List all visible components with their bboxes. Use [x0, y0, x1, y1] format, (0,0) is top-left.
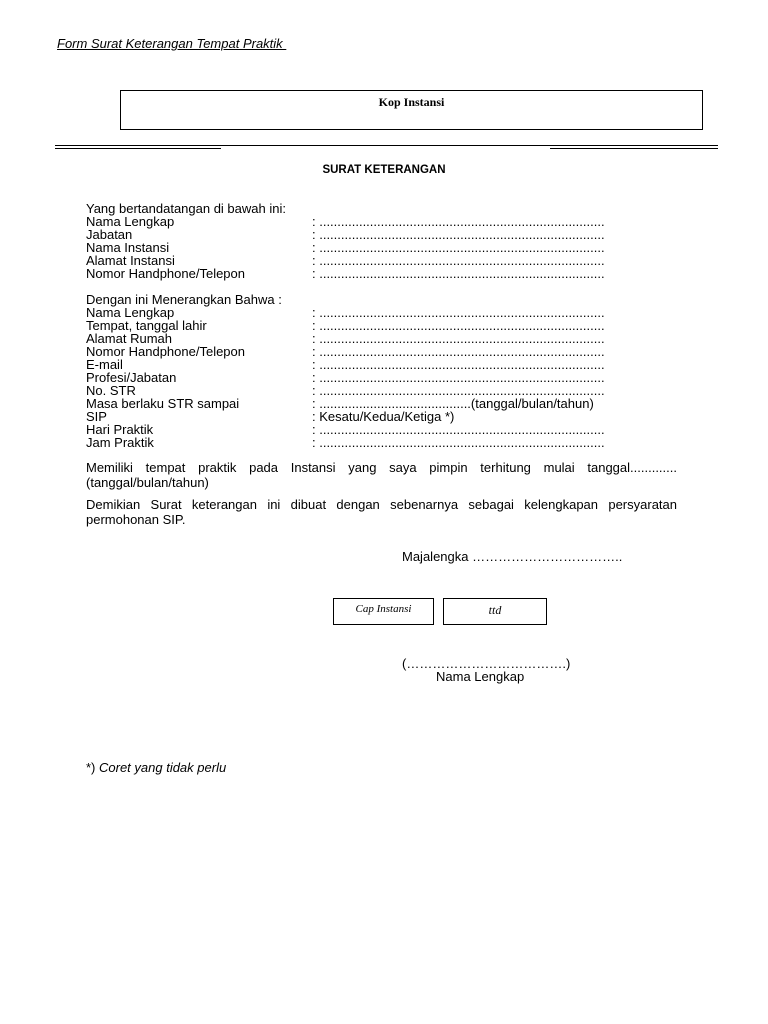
signer-field-label: Jabatan — [86, 227, 133, 242]
signer-field-value: : ............................................................................... — [312, 266, 605, 281]
signature-name-line: (……………………………….) — [402, 656, 571, 671]
subject-intro: Dengan ini Menerangkan Bahwa : — [86, 292, 282, 307]
footnote-text: Coret yang tidak perlu — [99, 760, 227, 775]
subject-field-value: : Kesatu/Kedua/Ketiga *) — [312, 409, 455, 424]
subject-field-value: : ............................................................................... — [312, 305, 605, 320]
form-title: Form Surat Keterangan Tempat Praktik — [57, 36, 287, 51]
subject-field-value: : ............................................................................... — [312, 370, 605, 385]
subject-field-value: : ............................................................................... — [312, 318, 605, 333]
signer-field-label: Nama Instansi — [86, 240, 170, 255]
subject-field-label: E-mail — [86, 357, 123, 372]
subject-field-value: : ............................................................................... — [312, 383, 605, 398]
signer-field-label: Alamat Instansi — [86, 253, 175, 268]
footnote-mark: *) — [86, 760, 99, 775]
subject-field-label: Masa berlaku STR sampai — [86, 396, 240, 411]
signer-field-value: : ............................................................................... — [312, 214, 605, 229]
signature-box — [443, 598, 547, 625]
letterhead-label: Kop Instansi — [378, 95, 445, 109]
subject-field-label: Nama Lengkap — [86, 305, 175, 320]
footnote — [86, 760, 226, 775]
signature-label: ttd — [488, 603, 502, 617]
subject-field-label: Jam Praktik — [86, 435, 154, 450]
subject-field-label: Alamat Rumah — [86, 331, 172, 346]
subject-field-value: : ............................................................................... — [312, 331, 605, 346]
signer-field-label: Nomor Handphone/Telepon — [86, 266, 245, 281]
paragraph-practice: Memiliki tempat praktik pada Instansi yang saya pimpin terhitung mulai tanggal............. (tanggal/bulan/tahun) — [86, 460, 677, 490]
header-divider-top — [55, 145, 718, 146]
subject-field-value: : ............................................................................... — [312, 422, 605, 437]
subject-field-value: : ............................................................................... — [312, 344, 605, 359]
signer-field-value: : ............................................................................... — [312, 253, 605, 268]
subject-field-value: : ............................................................................... — [312, 357, 605, 372]
signer-intro: Yang bertandatangan di bawah ini: — [86, 201, 286, 216]
paragraph-closing: Demikian Surat keterangan ini dibuat dengan sebenarnya sebagai kelengkapan persyaratan permohonan SIP. — [86, 497, 677, 527]
subject-field-value: : ............................................................................... — [312, 435, 605, 450]
place-date: Majalengka …………………………….. — [402, 549, 623, 564]
subject-field-label: Profesi/Jabatan — [86, 370, 177, 385]
subject-field-value: : ..........................................(tanggal/bulan/tahun) — [312, 396, 594, 411]
letterhead-box — [120, 90, 703, 130]
signer-field-value: : ............................................................................... — [312, 240, 605, 255]
subject-field-label: Hari Praktik — [86, 422, 154, 437]
subject-field-label: Nomor Handphone/Telepon — [86, 344, 245, 359]
signer-field-label: Nama Lengkap — [86, 214, 175, 229]
subject-field-label: No. STR — [86, 383, 136, 398]
stamp-box — [333, 598, 434, 625]
signature-name-caption: Nama Lengkap — [436, 669, 525, 684]
document-title: SURAT KETERANGAN — [322, 164, 446, 176]
subject-field-label: Tempat, tanggal lahir — [86, 318, 207, 333]
subject-field-label: SIP — [86, 409, 107, 424]
divider-gap — [221, 147, 550, 149]
signer-field-value: : ............................................................................... — [312, 227, 605, 242]
stamp-label: Cap Instansi — [355, 603, 412, 615]
